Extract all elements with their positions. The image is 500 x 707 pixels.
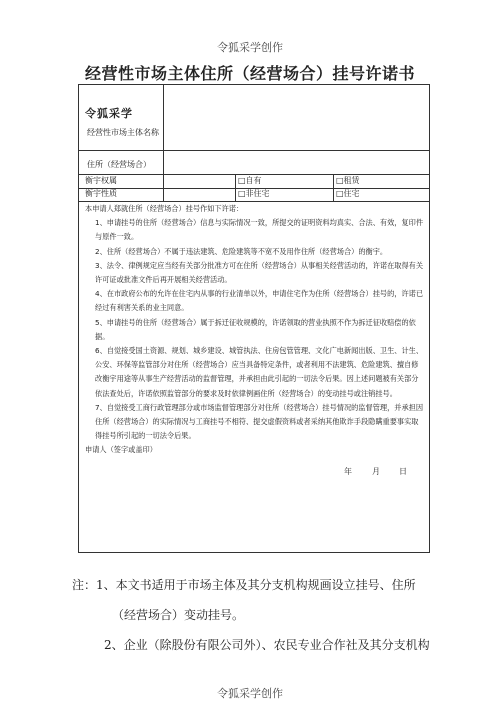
- commitment-item: 2、住所（经营场合）不属于违法建筑、危险建筑等不宽不及用作住所（经营场合）的衡宇。: [95, 246, 388, 256]
- footnote-line: （经营场合）变动挂号。: [112, 608, 245, 622]
- commitment-text: [79, 202, 431, 458]
- page-header: 令狐采学创作: [217, 41, 283, 54]
- ownership-option-leased[interactable]: □租赁: [336, 176, 360, 185]
- document-title: 经营性市场主体住所（经营场合）挂号许诺书: [84, 64, 415, 83]
- signature-label: 申请人（签字或盖印）: [85, 445, 157, 455]
- date-month-label: 月: [372, 467, 380, 476]
- row-divider: [79, 150, 429, 151]
- ownership-option-owned[interactable]: □自有: [238, 176, 262, 185]
- commitment-intro: 本申请人郑就住所（经营场合）挂号作如下许诺：: [85, 204, 244, 213]
- address-field[interactable]: [165, 152, 427, 172]
- column-divider: [333, 174, 334, 201]
- commitment-item: 5、申请挂号的住所（经营场合）属于拆迁征收规模的，许诺领取的营业执照不作为拆迁征收赔偿的依据。: [95, 317, 416, 341]
- commitment-item: 4、在市政府公布的允许在住宅内从事的行业清单以外，申请住宅作为住所（经营场合）挂号的，许诺已经过有利害关系的业主同意。: [95, 289, 424, 313]
- footnote: [72, 570, 452, 660]
- property-type-label: 衡宇性质: [85, 189, 117, 198]
- date-day-label: 日: [399, 467, 407, 476]
- property-type-option-residential[interactable]: □住宅: [336, 189, 360, 198]
- entity-name-label: 经营性市场主体名称: [87, 128, 159, 137]
- column-divider: [163, 174, 164, 201]
- entity-name-field[interactable]: [165, 87, 427, 149]
- column-divider: [163, 85, 164, 174]
- address-label: 住所（经营场合）: [87, 160, 151, 169]
- property-type-option-nonresidential[interactable]: □非住宅: [238, 189, 270, 198]
- date-year-label: 年: [344, 467, 352, 476]
- footnote-line: 注：1、本文书适用于市场主体及其分支机构规画设立挂号、住所: [72, 578, 416, 592]
- page-footer: 令狐采学创作: [217, 687, 283, 700]
- row-divider: [79, 174, 429, 175]
- commitment-item: 1、申请挂号的住所（经营场合）信息与实际情况一致，所提交的证明资料均真实、合法、有效，复印件与原件一致。: [95, 218, 424, 242]
- commitment-item: 7、自觉接受工商行政管理部分或市场监督管理部分对住所（经营场合）挂号情况的监督管理，并承担因住所（经营场合）的实际情况与工商挂号不相符、提交虚假资料或者采纳其他欺诈手段隐瞒重要事实取得挂号所引起的一切法令后果。: [95, 402, 424, 441]
- footnote-line: 2、企业（除股份有限公司外）、农民专业合作社及其分支机构: [104, 638, 430, 652]
- commitment-form-table: [78, 84, 430, 553]
- commitment-item: 3、法令、律例规定应当经有关部分批准方可在住所（经营场合）从事相关经营活动的，许诺在取得有关许可证或批准文件后再开展相关经营活动。: [95, 260, 424, 285]
- watermark-text: 令狐采学: [85, 107, 133, 120]
- column-divider: [235, 174, 236, 201]
- commitment-item: 6、自觉接受国土资源、规划、城乡建设、城管执法、住房包管管理、文化广电新闻出版、卫生、计生、公安、环保等监管部分对住所（经营场合）应当具备特定条件，或者利用不法建筑、危险建筑、擅自修改衡宇用途等从事生产经营活动的监督管理，并承担由此引起的一切法令后果。因上述问题被有关部分依法查处后，许诺依照监管部分的要求及时依律例画住所（经营场合）的变动挂号或注销挂号。: [95, 346, 424, 398]
- ownership-label: 衡宇权属: [85, 176, 117, 185]
